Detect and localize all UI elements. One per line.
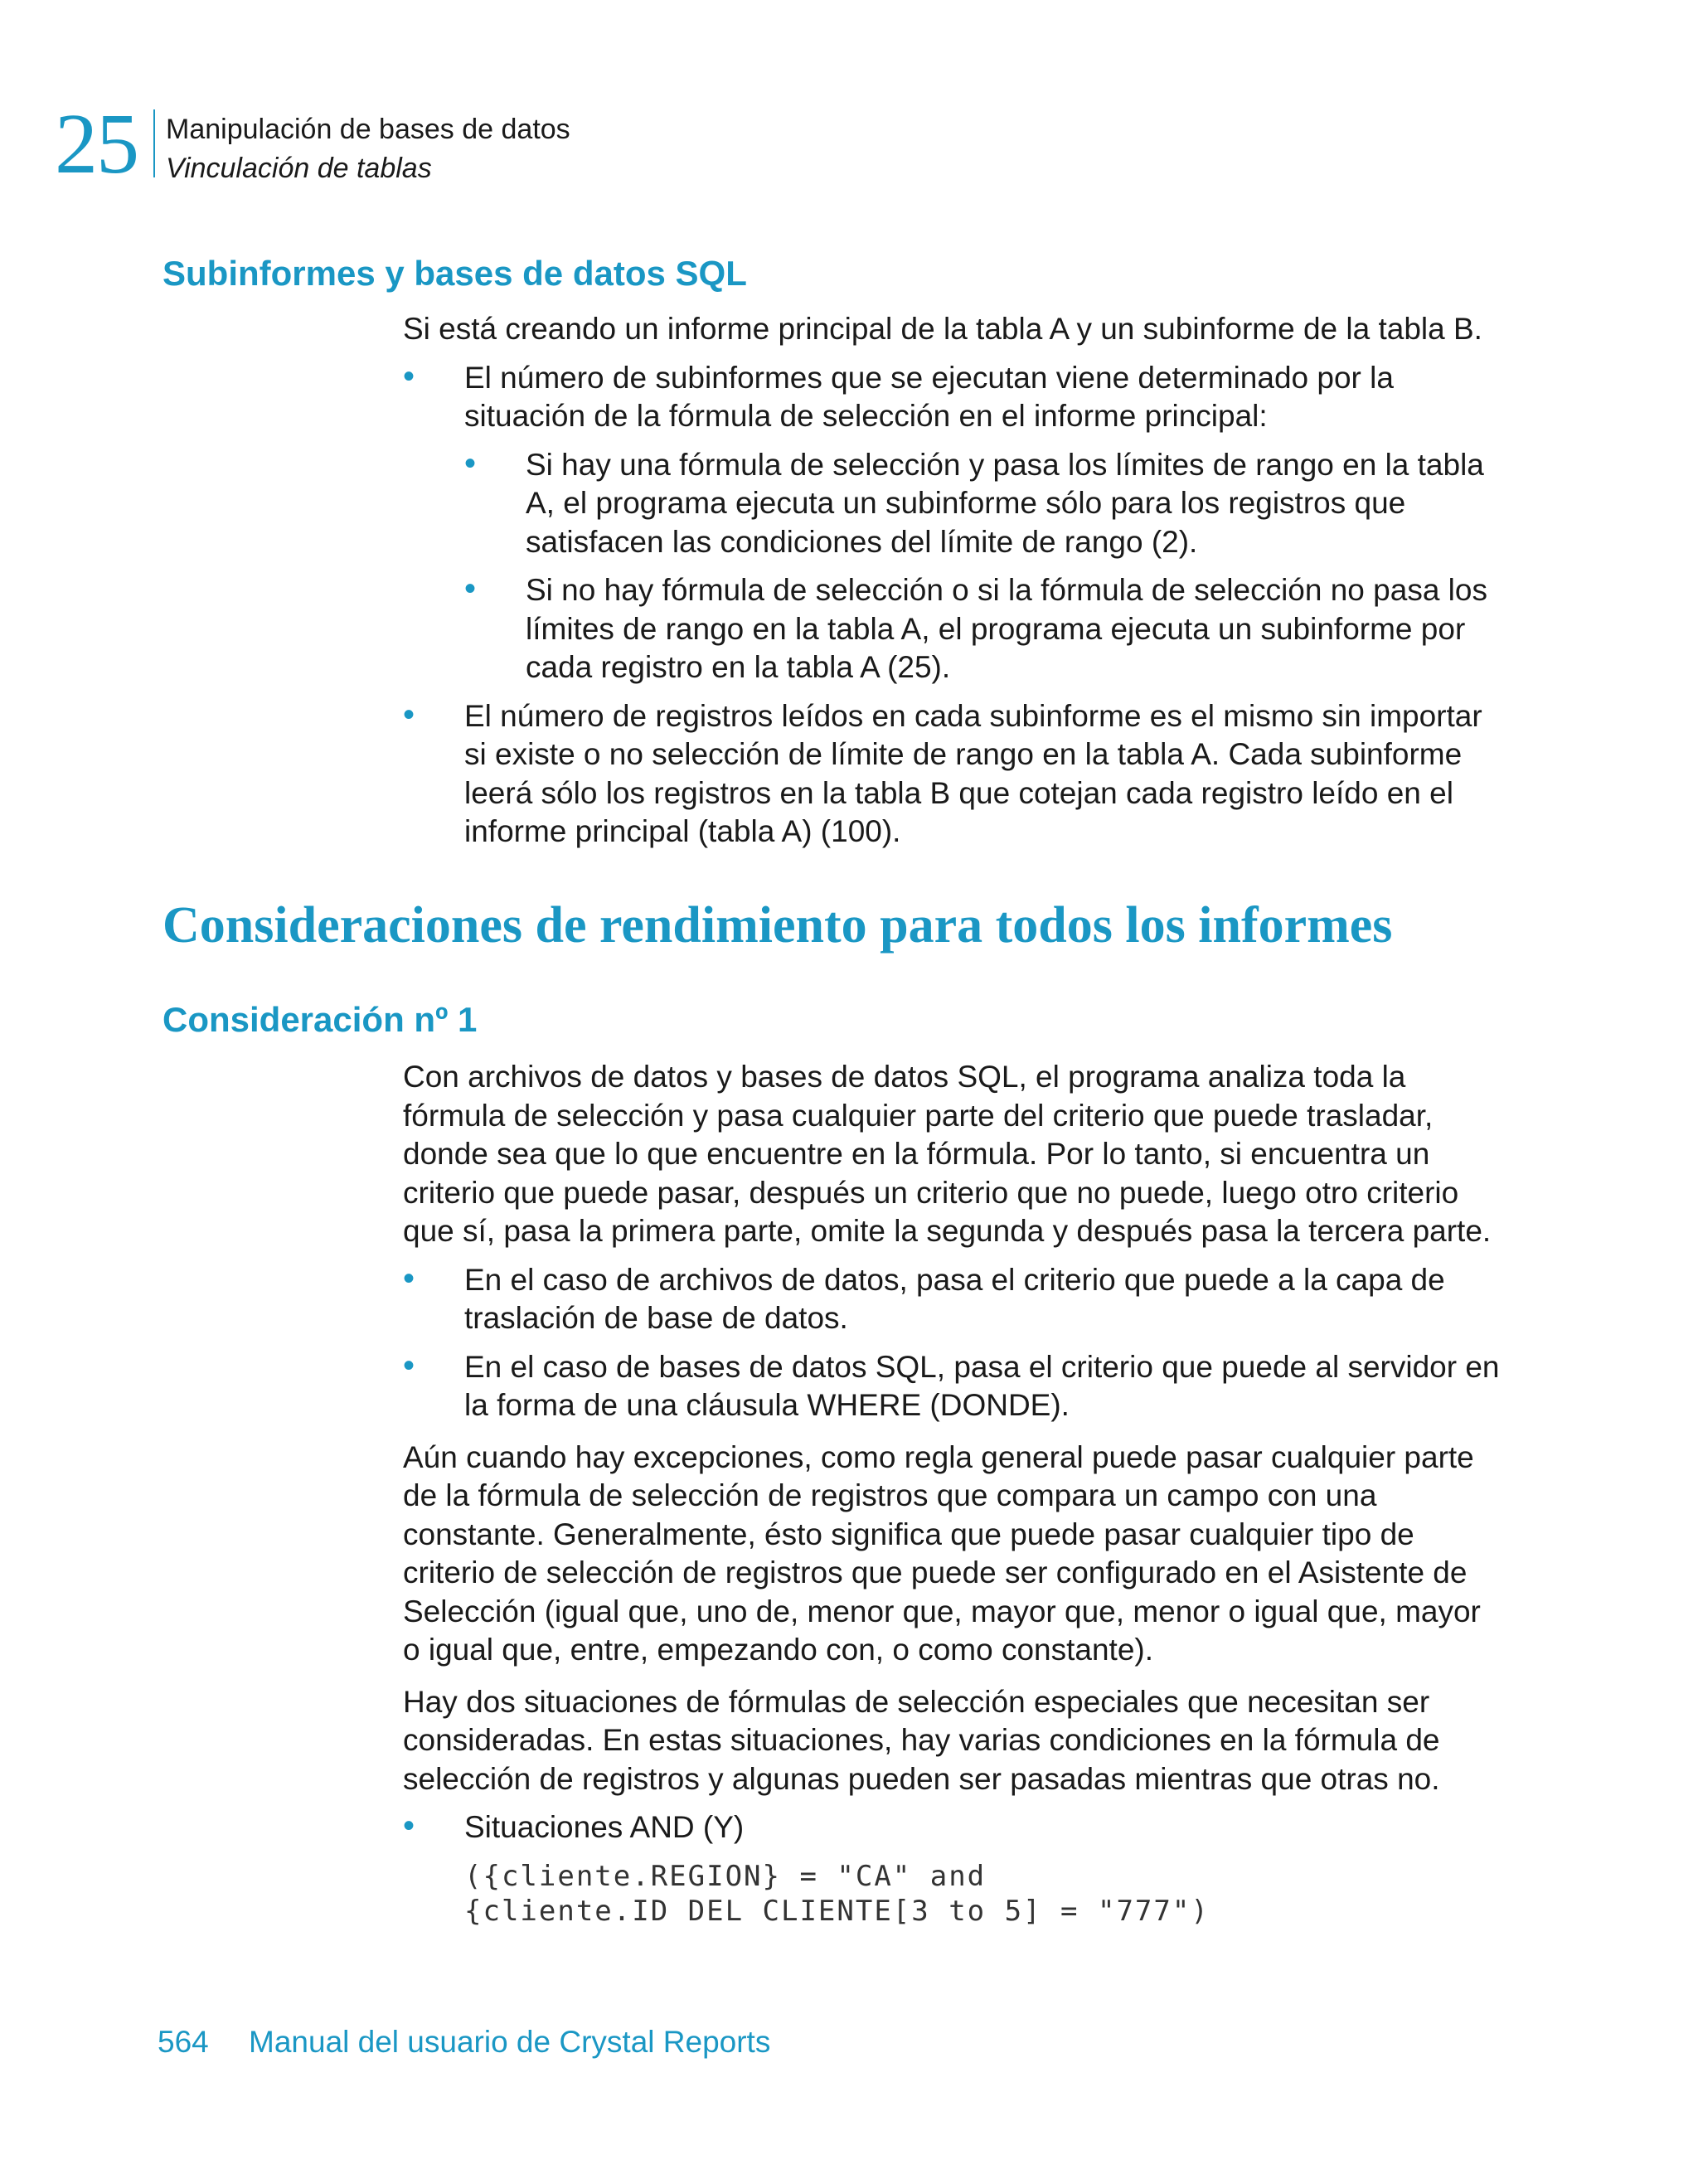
code-line: ({cliente.REGION} = "CA" and (464, 1859, 987, 1893)
bullet-icon: • (403, 1347, 415, 1384)
page-number: 564 (158, 2025, 209, 2059)
book-title: Manual del usuario de Crystal Reports (249, 2025, 771, 2059)
code-line: {cliente.ID DEL CLIENTE[3 to 5] = "777") (464, 1894, 1210, 1928)
bullet-icon: • (403, 357, 415, 395)
paragraph: Hay dos situaciones de fórmulas de selección especiales que necesitan ser consideradas. En estas situaciones, hay varias condiciones en la fórmula de selección de registros y algunas pueden ser pasadas mientras que otras no. (403, 1684, 1440, 1796)
chapter-divider (153, 109, 155, 177)
list-item-text: El número de subinformes que se ejecutan viene determinado por la situación de la fórmula de selección en el informe principal: (464, 360, 1394, 433)
paragraph: Aún cuando hay excepciones, como regla general puede pasar cualquier parte de la fórmula de selección de registros que compara un campo con una constante. Generalmente, ésto significa que puede pasar cualquier tipo de criterio de selección de registros que puede ser configurado en el Asistente de Selección (igual que, uno de, menor que, mayor que, menor o igual que, mayor o igual que, entre, empezando con, o como constante). (403, 1439, 1481, 1667)
section1-body (403, 310, 1506, 852)
sublist (464, 446, 1506, 687)
list-item-text: Situaciones AND (Y) (464, 1810, 745, 1844)
list-item (403, 359, 1506, 687)
chapter-number: 25 (55, 96, 138, 192)
list-item (403, 697, 1506, 852)
heading-consideracion-1: Consideración nº 1 (163, 1000, 478, 1039)
list-item (403, 1808, 1506, 1847)
list-item-text: El número de registros leídos en cada subinforme es el mismo sin importar si existe o no selección de límite de rango en la tabla A. Cada subinforme leerá sólo los registros en la tabla B que cotejan cada registro leído en el informe principal (tabla A) (100). (464, 698, 1482, 848)
section2-list-2 (403, 1808, 1506, 1847)
list-item (403, 1261, 1506, 1338)
bullet-icon: • (403, 1259, 415, 1297)
section1-intro: Si está creando un informe principal de la tabla A y un subinforme de la tabla B. (403, 312, 1482, 346)
page-footer (158, 2023, 770, 2061)
code-sample (403, 1859, 1506, 1929)
bullet-icon: • (464, 444, 477, 482)
list-item-text: Si no hay fórmula de selección o si la fórmula de selección no pasa los límites de rango en la tabla A, el programa ejecuta un subinforme por cada registro en la tabla A (25). (526, 573, 1487, 684)
section2-body (403, 1058, 1506, 1929)
bullet-icon: • (403, 1808, 415, 1844)
bullet-icon: • (464, 570, 477, 607)
list-item-text: Si hay una fórmula de selección y pasa los límites de rango en la tabla A, el programa ejecuta un subinforme sólo para los registros que satisfacen las condiciones del límite de rango (2). (526, 447, 1484, 559)
section2-list-1 (403, 1261, 1506, 1425)
heading-consideraciones: Consideraciones de rendimiento para todos los informes (163, 897, 1393, 954)
section1-list (403, 359, 1506, 852)
list-item-text: En el caso de bases de datos SQL, pasa el criterio que puede al servidor en la forma de una cláusula WHERE (DONDE). (464, 1349, 1500, 1422)
list-item (464, 571, 1506, 687)
section-title: Vinculación de tablas (166, 153, 432, 184)
list-item (464, 446, 1506, 562)
bullet-icon: • (403, 696, 415, 733)
paragraph: Con archivos de datos y bases de datos SQL, el programa analiza toda la fórmula de selección y pasa cualquier parte del criterio que puede trasladar, donde sea que lo que encuentre en la fórmula. Por lo tanto, si encuentra un criterio que puede pasar, después un criterio que no puede, luego otro criterio que sí, pasa la primera parte, omite la segunda y después pasa la tercera parte. (403, 1060, 1492, 1248)
list-item-text: En el caso de archivos de datos, pasa el criterio que puede a la capa de traslación de base de datos. (464, 1262, 1445, 1335)
list-item (403, 1348, 1506, 1425)
heading-subinformes: Subinformes y bases de datos SQL (163, 254, 747, 293)
chapter-title: Manipulación de bases de datos (166, 114, 570, 145)
